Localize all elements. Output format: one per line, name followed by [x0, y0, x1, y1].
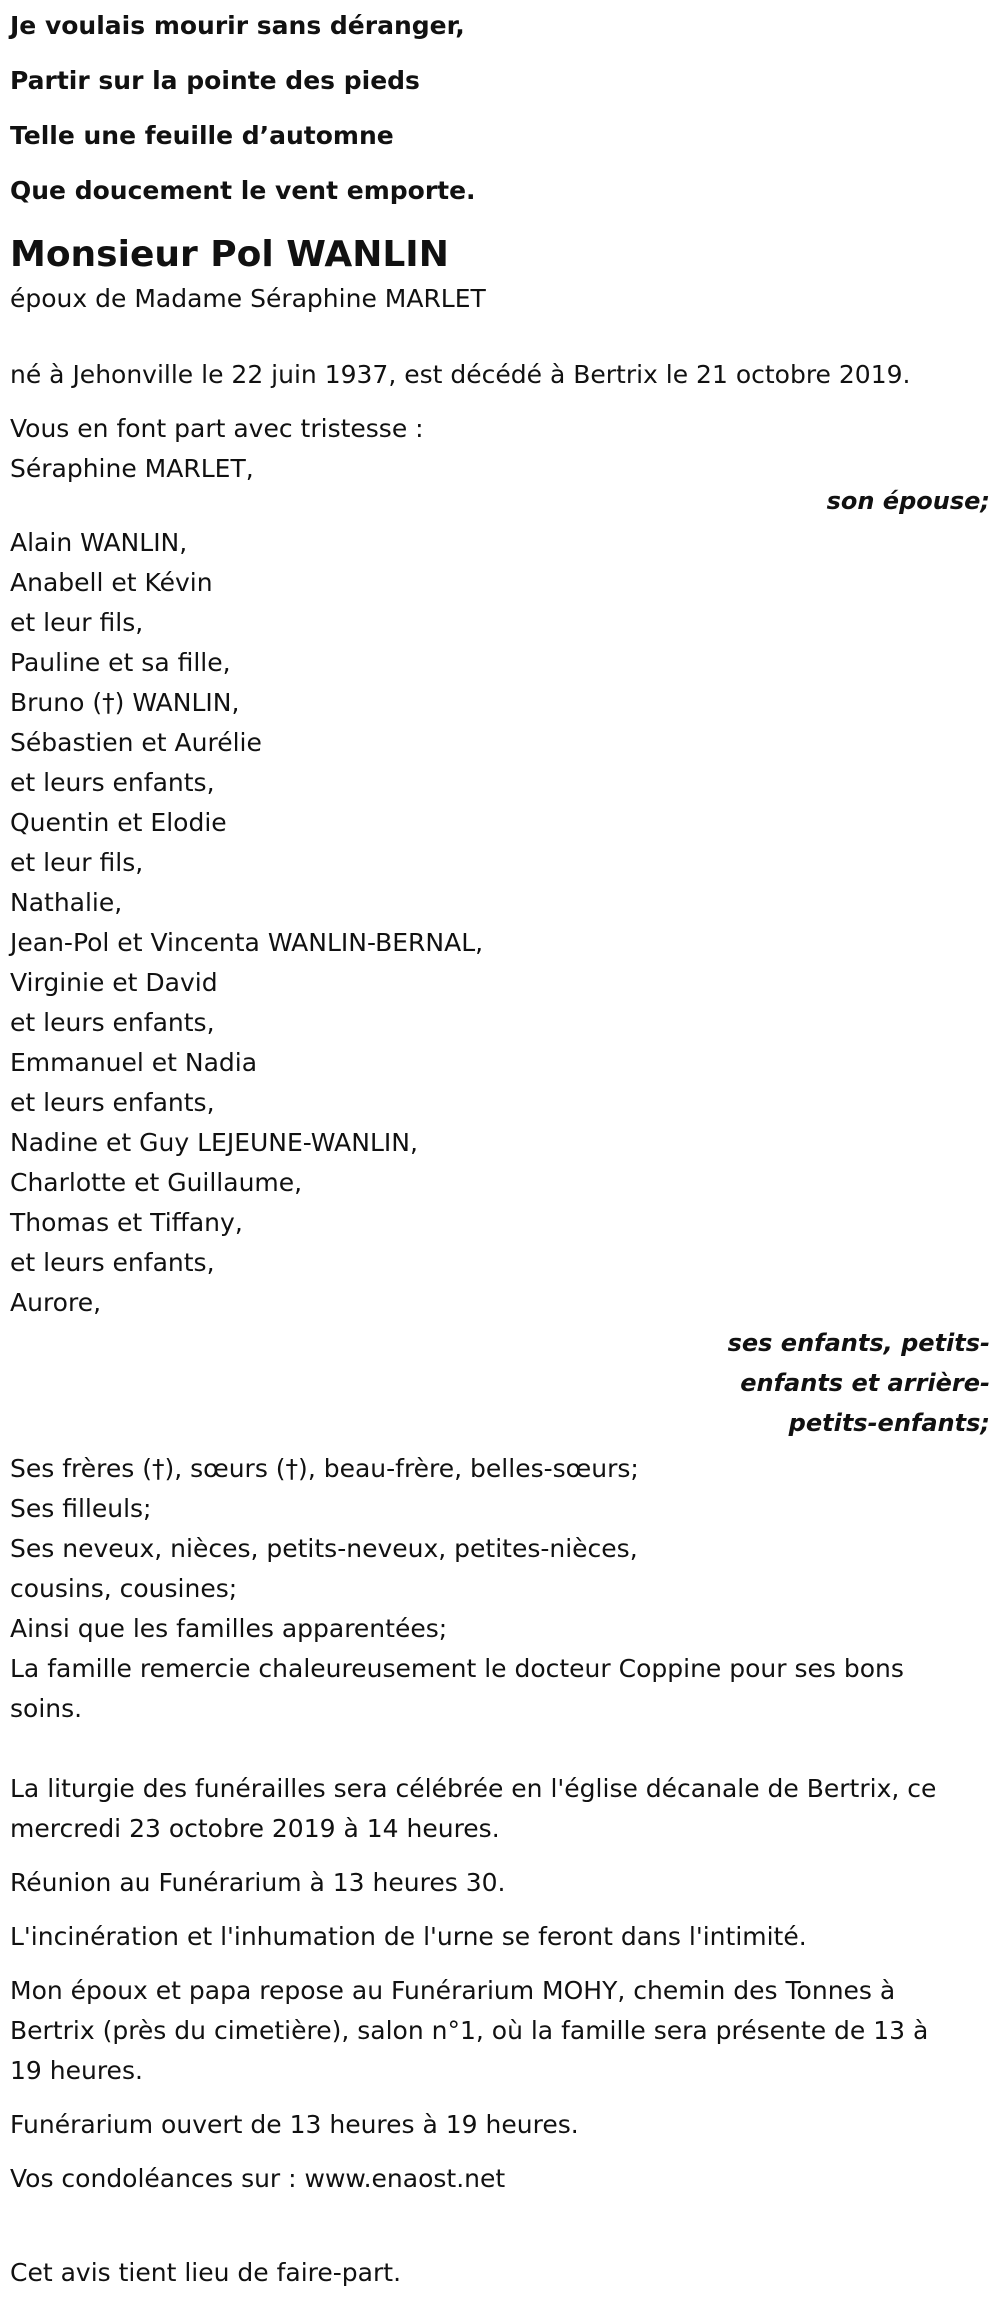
- list-item: Pauline et sa fille,: [10, 648, 231, 677]
- list-item: Emmanuel et Nadia: [10, 1048, 258, 1077]
- rest-line: Mon époux et papa repose au Funérarium MOHY, chemin des Tonnes à: [10, 1976, 896, 2005]
- hours-paragraph: [0, 2105, 1000, 2145]
- meeting-line: Réunion au Funérarium à 13 heures 30.: [10, 1868, 506, 1897]
- list-item: Nadine et Guy LEJEUNE-WANLIN,: [10, 1128, 418, 1157]
- list-item: Ses neveux, nièces, petits-neveux, petites-nièces,: [10, 1534, 638, 1563]
- poem-line: Je voulais mourir sans déranger,: [10, 11, 465, 40]
- poem-line: Partir sur la pointe des pieds: [10, 66, 420, 95]
- list-item: et leurs enfants,: [10, 768, 215, 797]
- closing-paragraph: [0, 2253, 1000, 2293]
- list-item: Ses frères (†), sœurs (†), beau-frère, belles-sœurs;: [10, 1454, 639, 1483]
- other-relatives: [0, 1449, 1000, 1729]
- list-item: Ses filleuls;: [10, 1494, 152, 1523]
- poem-line: Telle une feuille d’automne: [10, 121, 394, 150]
- spouse-line: époux de Madame Séraphine MARLET: [10, 284, 486, 313]
- list-item: soins.: [10, 1694, 83, 1723]
- announcement-intro: Vous en font part avec tristesse :: [10, 414, 424, 443]
- list-item: et leur fils,: [10, 848, 144, 877]
- children-list: [0, 523, 1000, 1323]
- hours-line: Funérarium ouvert de 13 heures à 19 heures.: [10, 2110, 579, 2139]
- birth-death-line: né à Jehonville le 22 juin 1937, est décédé à Bertrix le 21 octobre 2019.: [10, 360, 911, 389]
- liturgy-paragraph: [0, 1769, 1000, 1849]
- rest-paragraph: [0, 1971, 1000, 2091]
- list-item: Charlotte et Guillaume,: [10, 1168, 303, 1197]
- list-item: et leurs enfants,: [10, 1088, 215, 1117]
- list-item: Quentin et Elodie: [10, 808, 227, 837]
- children-role: [0, 1323, 1000, 1443]
- meeting-paragraph: [0, 1863, 1000, 1903]
- liturgy-line: La liturgie des funérailles sera célébrée en l'église décanale de Bertrix, ce: [10, 1774, 937, 1803]
- list-item: et leurs enfants,: [10, 1248, 215, 1277]
- list-item: Virginie et David: [10, 968, 218, 997]
- list-item: et leur fils,: [10, 608, 144, 637]
- list-item: Alain WANLIN,: [10, 528, 188, 557]
- announcement-intro-block: [0, 409, 1000, 489]
- list-item: Thomas et Tiffany,: [10, 1208, 243, 1237]
- cremation-line: L'incinération et l'inhumation de l'urne se feront dans l'intimité.: [10, 1922, 807, 1951]
- list-item: Aurore,: [10, 1288, 102, 1317]
- cremation-paragraph: [0, 1917, 1000, 1957]
- liturgy-line: mercredi 23 octobre 2019 à 14 heures.: [10, 1814, 500, 1843]
- list-item: Nathalie,: [10, 888, 123, 917]
- children-role-line: petits-enfants;: [788, 1409, 990, 1437]
- list-item: Ainsi que les familles apparentées;: [10, 1614, 448, 1643]
- condolences-line: Vos condoléances sur : www.enaost.net: [10, 2164, 506, 2193]
- rest-line: 19 heures.: [10, 2056, 143, 2085]
- rest-line: Bertrix (près du cimetière), salon n°1, où la famille sera présente de 13 à: [10, 2016, 929, 2045]
- list-item: La famille remercie chaleureusement le docteur Coppine pour ses bons: [10, 1654, 904, 1683]
- children-role-line: enfants et arrière-: [740, 1369, 990, 1397]
- list-item: Jean-Pol et Vincenta WANLIN-BERNAL,: [10, 928, 484, 957]
- poem: [0, 0, 1000, 209]
- poem-line: Que doucement le vent emporte.: [10, 176, 476, 205]
- condolences-paragraph: [0, 2159, 1000, 2199]
- list-item: et leurs enfants,: [10, 1008, 215, 1037]
- closing-line: Cet avis tient lieu de faire-part.: [10, 2258, 402, 2287]
- spouse-role: son épouse;: [826, 487, 990, 515]
- spouse-name: Séraphine MARLET,: [10, 454, 254, 483]
- deceased-name: Monsieur Pol WANLIN: [10, 234, 449, 275]
- list-item: Bruno (†) WANLIN,: [10, 688, 240, 717]
- list-item: Anabell et Kévin: [10, 568, 213, 597]
- list-item: cousins, cousines;: [10, 1574, 238, 1603]
- children-role-line: ses enfants, petits-: [727, 1329, 990, 1357]
- list-item: Sébastien et Aurélie: [10, 728, 262, 757]
